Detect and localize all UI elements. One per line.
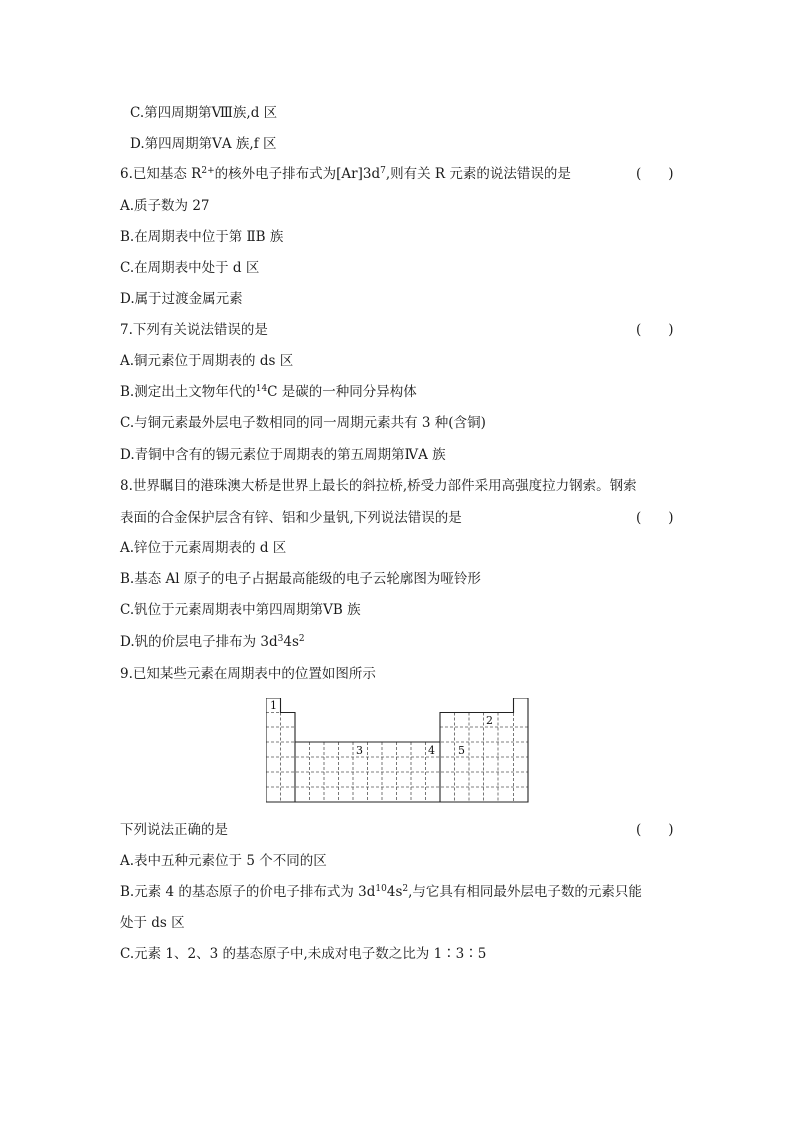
q5-option-d: D.第四周期第ⅤA 族,f 区 xyxy=(130,136,277,152)
element-label-5: 5 xyxy=(458,744,465,757)
element-label-1: 1 xyxy=(270,699,277,712)
q8-option-d: D.钒的价层电子排布为 $3d^34s^2$ xyxy=(120,634,305,650)
q7-option-a: A.铜元素位于周期表的 ds 区 xyxy=(120,353,294,369)
q9-prompt: 下列说法正确的是 xyxy=(120,822,228,838)
q7-answer-paren: ( ) xyxy=(636,322,674,338)
periodic-table-figure xyxy=(266,698,530,806)
q8-stem-line-1: 8.世界瞩目的港珠澳大桥是世界上最长的斜拉桥,桥受力部件采用高强度拉力钢索。钢索 xyxy=(120,478,637,494)
q8-stem-line-2: 表面的合金保护层含有锌、铝和少量钒,下列说法错误的是 xyxy=(120,510,462,526)
q9-option-b-line-1: B.元素 4 的基态原子的价电子排布式为 $3d^{10}4s^2$,与它具有相同最外层电子数的元素只能 xyxy=(120,884,642,900)
q9-answer-paren: ( ) xyxy=(636,822,674,838)
q8-option-c: C.钒位于元素周期表中第四周期第ⅤB 族 xyxy=(120,602,361,618)
q9-stem: 9.已知某些元素在周期表中的位置如图所示 xyxy=(120,666,376,682)
element-label-4: 4 xyxy=(428,744,435,757)
q6-option-d: D.属于过渡金属元素 xyxy=(120,291,243,307)
q7-option-b: B.测定出土文物年代的$^{14}$C 是碳的一种同分异构体 xyxy=(120,384,417,400)
q9-option-a: A.表中五种元素位于 5 个不同的区 xyxy=(120,853,327,869)
q8-option-a: A.锌位于元素周期表的 d 区 xyxy=(120,540,287,556)
q6-option-c: C.在周期表中处于 d 区 xyxy=(120,260,260,276)
element-label-2: 2 xyxy=(486,714,493,727)
q8-option-b: B.基态 Al 原子的电子占据最高能级的电子云轮廓图为哑铃形 xyxy=(120,571,481,587)
q5-option-c: C.第四周期第Ⅷ族,d 区 xyxy=(130,105,278,121)
q7-option-d: D.青铜中含有的锡元素位于周期表的第五周期第ⅣA 族 xyxy=(120,447,446,463)
q7-option-c: C.与铜元素最外层电子数相同的同一周期元素共有 3 种(含铜) xyxy=(120,415,486,431)
q6-option-b: B.在周期表中位于第 ⅡB 族 xyxy=(120,229,284,245)
element-label-3: 3 xyxy=(356,744,363,757)
q9-option-b-line-2: 处于 ds 区 xyxy=(120,915,185,931)
q7-stem: 7.下列有关说法错误的是 xyxy=(120,322,268,338)
q6-answer-paren: ( ) xyxy=(636,166,674,182)
q9-option-c: C.元素 1、2、3 的基态原子中,未成对电子数之比为 1∶3∶5 xyxy=(120,946,487,962)
q6-option-a: A.质子数为 27 xyxy=(120,198,210,214)
q6-stem: 6.已知基态 $R^{2+}$的核外电子排布式为$[Ar]3d^7$,则有关 R 元素的说法错误的是 xyxy=(120,166,571,182)
q8-answer-paren: ( ) xyxy=(636,510,674,526)
